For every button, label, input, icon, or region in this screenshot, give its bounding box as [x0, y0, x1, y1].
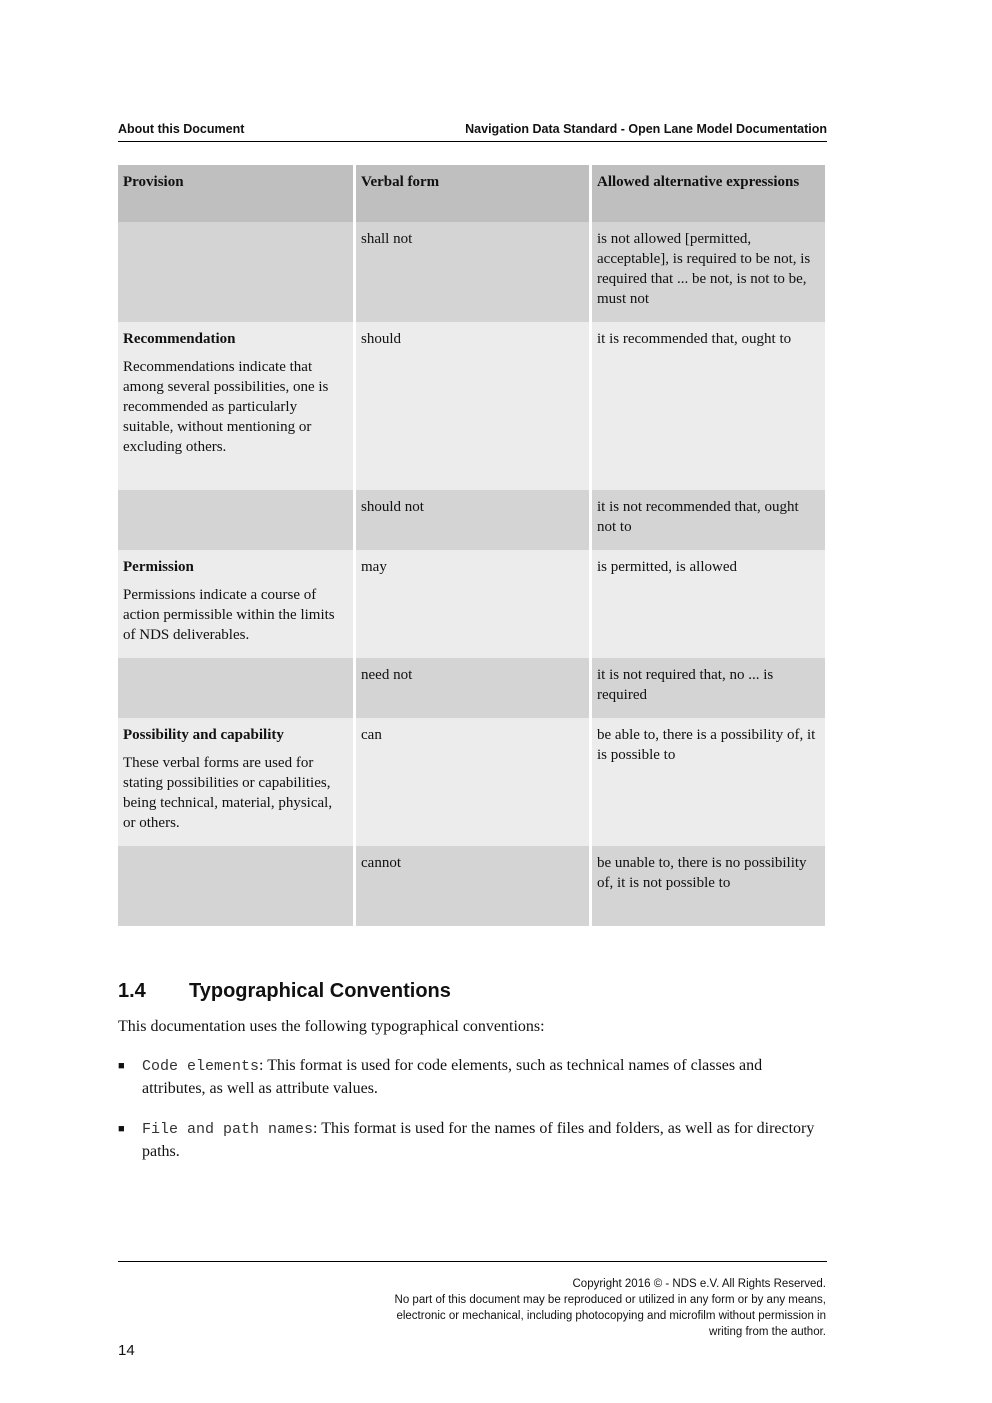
- table-row: [118, 718, 825, 846]
- table-row: [118, 658, 825, 718]
- table-row: [118, 490, 825, 550]
- section-intro: This documentation uses the following typographical conventions:: [118, 1018, 545, 1035]
- header-document-title: Navigation Data Standard - Open Lane Model Documentation: [465, 122, 827, 136]
- provision-description: Permissions indicate a course of action permissible within the limits of NDS deliverables.: [123, 587, 335, 643]
- table-row: [118, 222, 825, 322]
- verbal-form-cell: need not: [356, 658, 589, 718]
- verbal-form-cell: can: [356, 718, 589, 846]
- provision-description: Recommendations indicate that among several possibilities, one is recommended as particularly suitable, without mentioning or excluding others.: [123, 359, 329, 455]
- alternatives-cell: be unable to, there is no possibility of, it is not possible to: [592, 846, 825, 926]
- column-header-provision: Provision: [118, 165, 353, 222]
- provision-cell: [118, 658, 353, 718]
- code-sample: Code elements: [142, 1058, 260, 1075]
- provision-cell: [118, 222, 353, 322]
- square-bullet-icon: ■: [118, 1123, 125, 1135]
- copyright-line: Copyright 2016 © - NDS e.V. All Rights Reserved.: [572, 1278, 826, 1290]
- bullet-text: : This format is used for the names of files and folders, as well as for directory paths.: [142, 1120, 815, 1160]
- provision-title: Recommendation: [123, 331, 236, 347]
- section-number: 1.4: [118, 980, 146, 1002]
- page-header: [118, 120, 827, 142]
- list-item: [118, 1118, 827, 1163]
- alternatives-cell: it is not recommended that, ought not to: [592, 490, 825, 550]
- column-header-alternatives: Allowed alternative expressions: [592, 165, 825, 222]
- provision-cell: [118, 490, 353, 550]
- alternatives-cell: it is not required that, no ... is required: [592, 658, 825, 718]
- section-heading: [118, 980, 451, 1003]
- verbal-form-cell: shall not: [356, 222, 589, 322]
- alternatives-cell: be able to, there is a possibility of, it is possible to: [592, 718, 825, 846]
- header-section-title: About this Document: [118, 122, 245, 136]
- table-row: [118, 846, 825, 926]
- table-header-row: [118, 165, 825, 222]
- section-title: Typographical Conventions: [189, 980, 451, 1002]
- table-row: [118, 550, 825, 658]
- code-sample: File and path names: [142, 1121, 314, 1138]
- page-number: 14: [118, 1342, 135, 1359]
- verbal-form-cell: should not: [356, 490, 589, 550]
- provision-cell: [118, 846, 353, 926]
- copyright-line: writing from the author.: [709, 1326, 826, 1338]
- alternatives-cell: is permitted, is allowed: [592, 550, 825, 658]
- provision-cell: [118, 718, 353, 846]
- verbal-form-cell: may: [356, 550, 589, 658]
- square-bullet-icon: ■: [118, 1060, 125, 1072]
- footer-divider: [118, 1261, 827, 1262]
- provision-description: These verbal forms are used for stating possibilities or capabilities, being technical, material, physical, or others.: [123, 755, 333, 831]
- bullet-text: : This format is used for code elements, such as technical names of classes and attributes, as well as attribute values.: [142, 1057, 763, 1097]
- verbal-form-cell: cannot: [356, 846, 589, 926]
- provision-cell: [118, 322, 353, 490]
- provision-title: Permission: [123, 559, 194, 575]
- column-header-verbal-form: Verbal form: [356, 165, 589, 222]
- provision-cell: [118, 550, 353, 658]
- alternatives-cell: is not allowed [permitted, acceptable], is required to be not, is required that ... be not, is not to be, must not: [592, 222, 825, 322]
- alternatives-cell: it is recommended that, ought to: [592, 322, 825, 490]
- provisions-table: [115, 165, 828, 926]
- copyright-line: No part of this document may be reproduced or utilized in any form or by any means,: [394, 1294, 826, 1306]
- copyright-line: electronic or mechanical, including photocopying and microfilm without permission in: [396, 1310, 826, 1322]
- copyright-notice: [326, 1276, 826, 1340]
- verbal-form-cell: should: [356, 322, 589, 490]
- table-row: [118, 322, 825, 490]
- list-item: [118, 1055, 827, 1100]
- provision-title: Possibility and capability: [123, 727, 284, 743]
